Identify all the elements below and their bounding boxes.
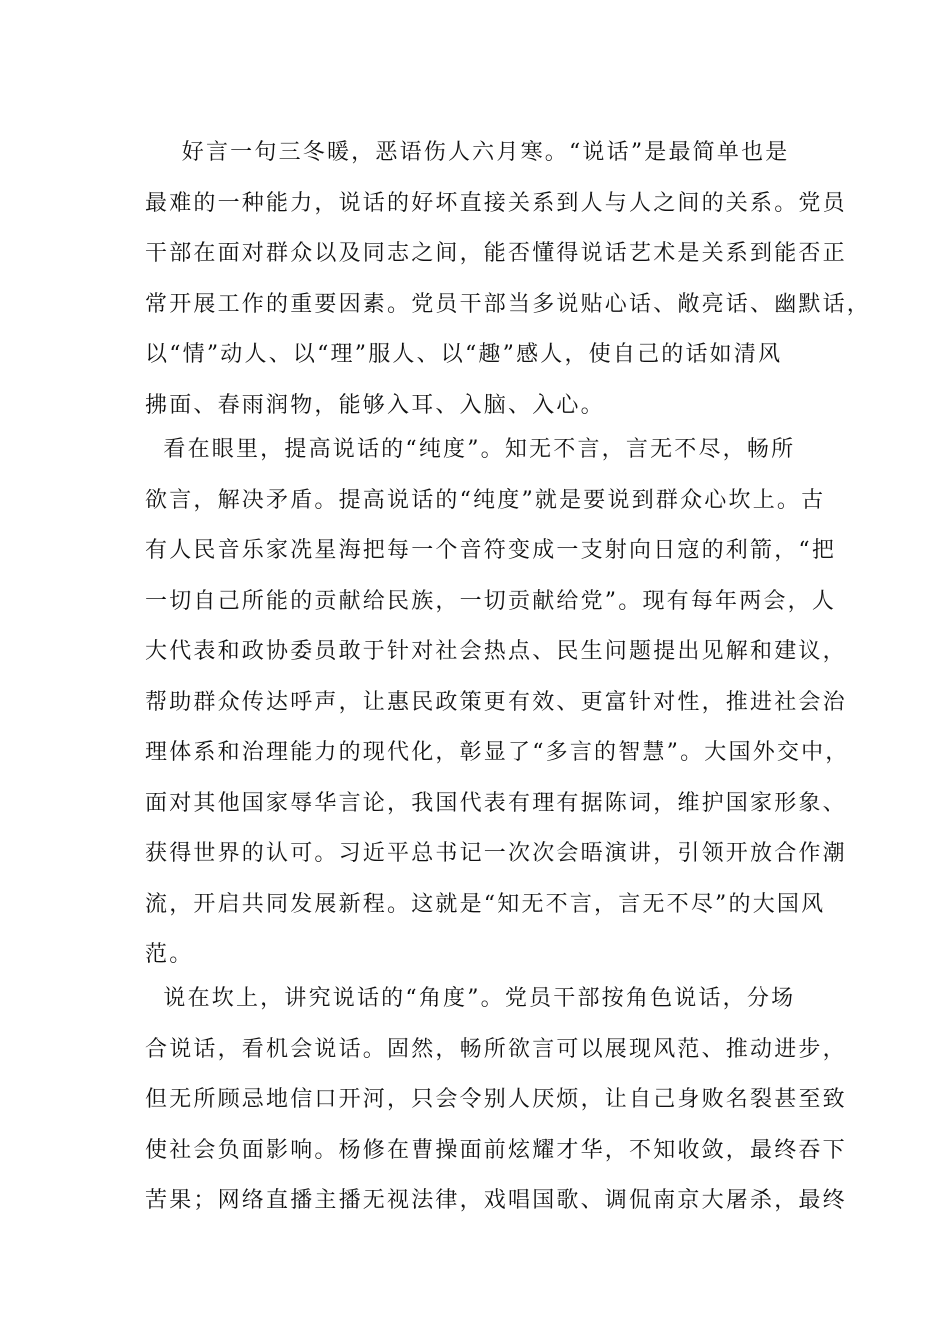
paragraph-line: 苦果；网络直播主播无视法律，戏唱国歌、调侃南京大屠杀，最终	[145, 1188, 847, 1213]
paragraph-line: 帮助群众传达呼声，让惠民政策更有效、更富针对性，推进社会治	[145, 689, 847, 715]
paragraph-line: 面对其他国家辱华言论，我国代表有理有据陈词，维护国家形象、	[145, 790, 847, 816]
paragraph-line: 以“情”动人、以“理”服人、以“趣”感人，使自己的话如清风	[145, 342, 783, 367]
paragraph-line: 有人民音乐家冼星海把每一个音符变成一支射向日寇的利箭，“把	[145, 538, 837, 563]
paragraph-line: 但无所顾忌地信口开河，只会令别人厌烦，让自己身败名裂甚至致	[145, 1087, 847, 1112]
paragraph-line: 范。	[145, 942, 194, 967]
paragraph-line: 干部在面对群众以及同志之间，能否懂得说话艺术是关系到能否正	[145, 241, 847, 266]
paragraph-line: 使社会负面影响。杨修在曹操面前炫耀才华，不知收敛，最终吞下	[145, 1137, 847, 1163]
paragraph-line: 理体系和治理能力的现代化，彰显了“多言的智慧”。大国外交中，	[145, 740, 850, 765]
paragraph-line: 说在坎上，讲究说话的“角度”。党员干部按角色说话，分场	[145, 986, 796, 1011]
paragraph-line: 合说话，看机会说话。固然，畅所欲言可以展现风范、推动进步，	[145, 1036, 847, 1062]
paragraph-line: 大代表和政协委员敢于针对社会热点、民生问题提出见解和建议，	[145, 639, 847, 664]
paragraph-line: 一切自己所能的贡献给民族，一切贡献给党”。现有每年两会，人	[145, 588, 837, 614]
paragraph-1	[145, 128, 872, 431]
paragraph-3	[145, 974, 847, 1227]
paragraph-line: 最难的一种能力，说话的好坏直接关系到人与人之间的关系。党员	[145, 190, 847, 216]
paragraph-line: 获得世界的认可。习近平总书记一次次会晤演讲，引领开放合作潮	[145, 841, 847, 866]
paragraph-line: 看在眼里，提高说话的“纯度”。知无不言，言无不尽，畅所	[145, 437, 796, 462]
paragraph-line: 流，开启共同发展新程。这就是“知无不言，言无不尽”的大国风	[145, 891, 826, 917]
paragraph-line: 拂面、春雨润物，能够入耳、入脑、入心。	[145, 392, 605, 418]
paragraph-line: 常开展工作的重要因素。党员干部当多说贴心话、敞亮话、幽默话，	[145, 291, 872, 317]
paragraph-2	[145, 425, 850, 981]
paragraph-line: 好言一句三冬暖，恶语伤人六月寒。“说话”是最简单也是	[145, 140, 790, 165]
paragraph-line: 欲言，解决矛盾。提高说话的“纯度”就是要说到群众心坎上。古	[145, 487, 826, 513]
